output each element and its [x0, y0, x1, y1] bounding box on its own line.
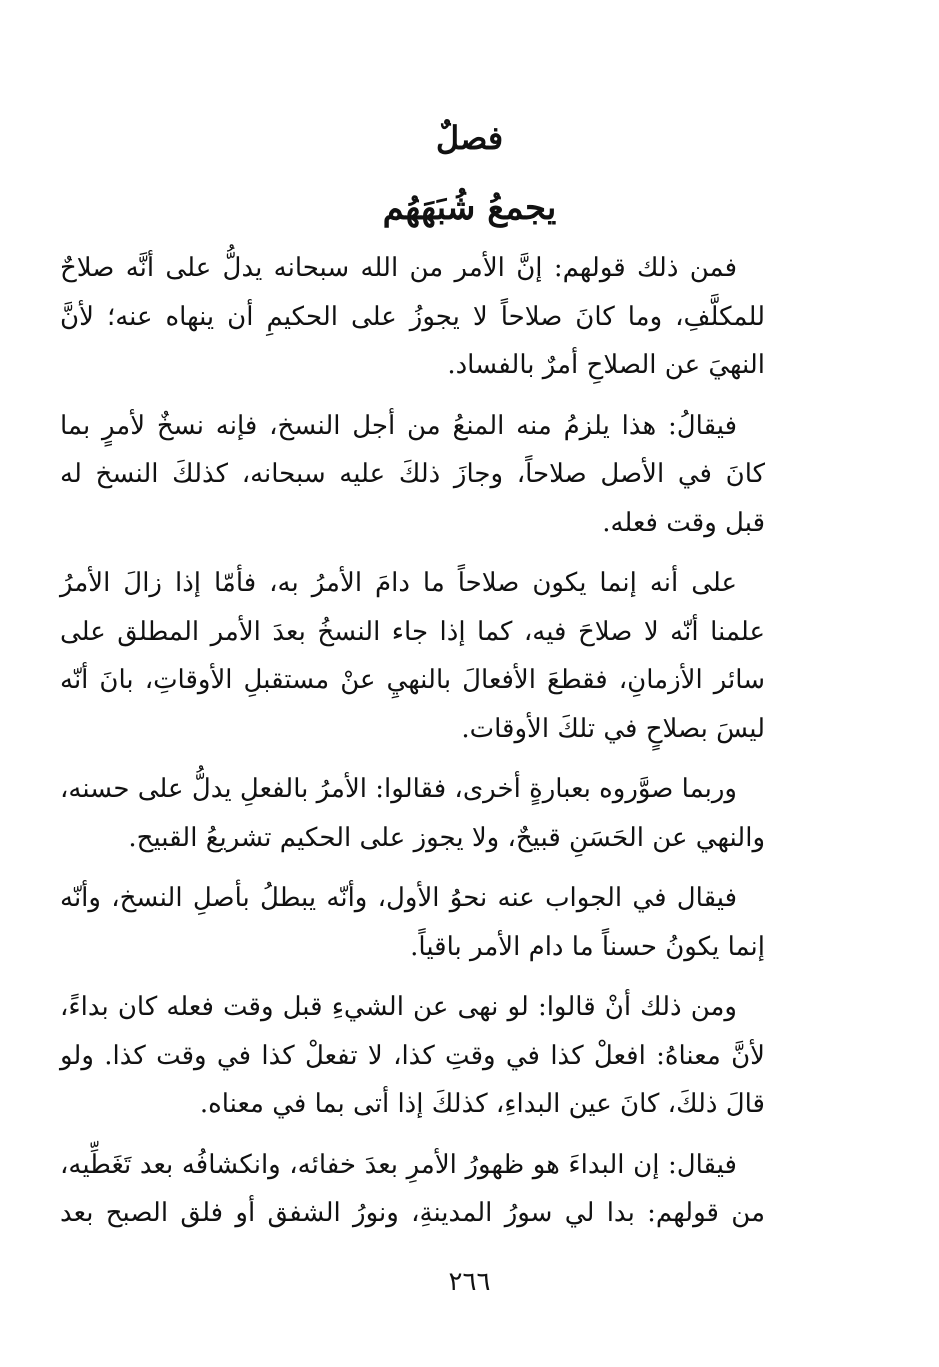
- paragraph-line: سائر الأزمانِ، فقطعَ الأفعالَ بالنهيِ عنْ مستقبلِ الأوقاتِ، بانَ أنّه: [60, 665, 765, 695]
- paragraph-line: إنما يكونُ حسناً ما دام الأمر باقياً.: [410, 931, 765, 962]
- paragraph-line: ليسَ بصلاحٍ في تلكَ الأوقات.: [461, 713, 765, 744]
- paragraph-line: فيقال في الجواب عنه نحوُ الأول، وأنّه يبطلُ بأصلِ النسخ، وأنّه: [60, 883, 737, 913]
- paragraph-line: علمنا أنّه لا صلاحَ فيه، كما إذا جاء النسخُ بعدَ الأمر المطلق على: [60, 616, 765, 647]
- paragraph-line: كانَ في الأصل صلاحاً، وجازَ ذلكَ عليه سبحانه، كذلكَ النسخ له: [60, 459, 765, 489]
- paragraph: [60, 244, 765, 390]
- paragraph: [60, 402, 765, 548]
- paragraph-line: فمن ذلك قولهم: إنَّ الأمر من الله سبحانه يدلُّ على أنَّه صلاحٌ: [60, 253, 737, 283]
- paragraph-line: ومن ذلك أنْ قالوا: لو نهى عن الشيءِ قبل وقت فعله كان بداءً،: [60, 992, 737, 1022]
- paragraph-line: فيقال: إن البداءَ هو ظهورُ الأمرِ بعدَ خفائه، وانكشافُه بعد تَغَطِّيه،: [60, 1149, 737, 1180]
- chapter-title: فصلٌ: [435, 119, 504, 157]
- paragraph-line: من قولهم: بدا لي سورُ المدينةِ، ونورُ الشفق أو فلق الصبح بعد: [60, 1198, 765, 1228]
- chapter-subtitle: يجمعُ شُبَهَهُم: [382, 188, 557, 228]
- body-text: [60, 244, 765, 1250]
- page-number: ٢٦٦: [448, 1267, 491, 1297]
- paragraph-line: قالَ ذلكَ، كانَ عين البداءِ، كذلكَ إذا أتى بما في معناه.: [199, 1089, 765, 1119]
- paragraph-line: للمكلَّفِ، وما كانَ صلاحاً لا يجوزُ على الحكيمِ أن ينهاه عنه؛ لأنَّ: [60, 301, 765, 332]
- paragraph: [60, 874, 765, 971]
- paragraph: [60, 559, 765, 753]
- paragraph-line: والنهي عن الحَسَنِ قبيحٌ، ولا يجوز على الحكيم تشريعُ القبيح.: [128, 822, 765, 853]
- paragraph-line: النهيَ عن الصلاحِ أمرٌ بالفساد.: [447, 350, 765, 380]
- paragraph: [60, 765, 765, 862]
- paragraph-line: وربما صوَّروه بعبارةٍ أخرى، فقالوا: الأمرُ بالفعلِ يدلُّ على حسنه،: [60, 774, 737, 804]
- paragraph-line: فيقالُ: هذا يلزمُ منه المنعُ من أجل النسخ، فإنه نسخٌ لأمرٍ بما: [60, 410, 737, 441]
- paragraph-line: لأنَّ معناهُ: افعلْ كذا في وقتِ كذا، لا تفعلْ كذا في وقت كذا. ولو: [60, 1040, 765, 1071]
- paragraph: [60, 1141, 765, 1238]
- paragraph-line: قبل وقت فعله.: [602, 507, 765, 538]
- paragraph-line: على أنه إنما يكون صلاحاً ما دامَ الأمرُ به، فأمّا إذا زالَ الأمرُ: [60, 568, 737, 598]
- paragraph: [60, 983, 765, 1129]
